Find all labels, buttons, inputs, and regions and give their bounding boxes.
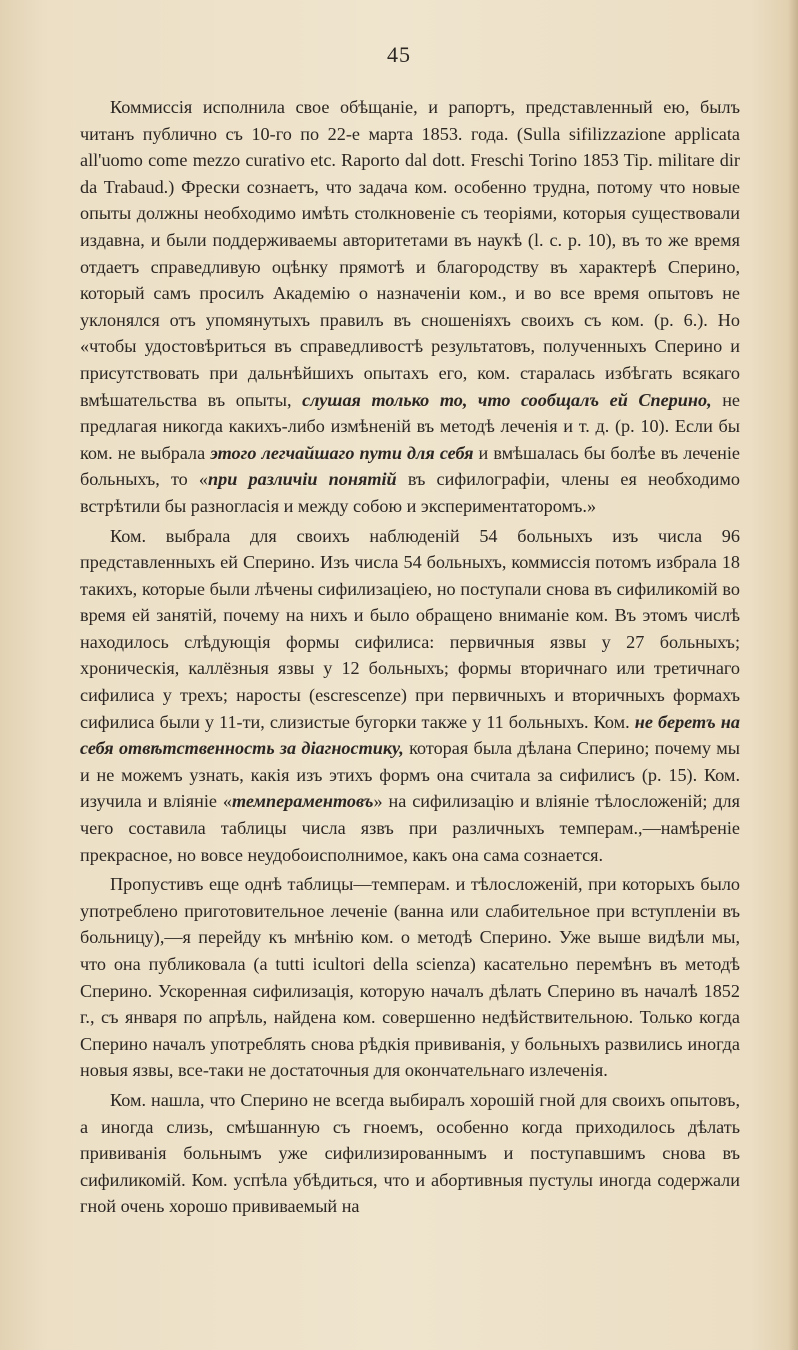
paragraph-text-run: Коммиссія исполнила свое обѣщаніе, и рапортъ, представленный ею, былъ читанъ публично съ 10-го по 22-е марта 1853. года. (Sulla sifilizzazione applicata all'uomo come mezzo curativo etc. Raporto dal dott. Freschi Torino 1853 Tip. militare dir da Trabaud.) Фрески сознаетъ, что задача ком. особенно трудна, потому что новые опыты должны необходимо имѣть столкновеніе съ теоріями, которыя существовали издавна, и были поддерживаемы авторитетами въ наукѣ (l. c. p. 10), въ то же время отдаетъ справедливую оцѣнку прямотѣ и благородству въ характерѣ Сперино, который самъ просилъ Академію о назначеніи ком., и во все время опытовъ не уклонялся отъ упомянутыхъ правилъ въ сношеніяхъ своихъ съ ком. (p. 6.). Но «чтобы удостовѣриться въ справедливостѣ результатовъ, полученныхъ Сперино и присутствовать при дальнѣйшихъ опытахъ его, ком. старалась избѣгать всякаго вмѣшательства въ опыты, — [80, 97, 740, 410]
paragraph-text-run: » на сифилизацію и вліяніе тѣлосложеній; для чего составила таблицы числа язвъ при различныхъ темперам.,—намѣреніе прекрасное, но вовсе неудобоисполнимое, какъ она сама сознается. — [80, 791, 740, 865]
page-number: 45 — [387, 42, 411, 67]
paragraph-text-run: Ком. нашла, что Сперино не всегда выбиралъ хорошій гной для своихъ опытовъ, а иногда слизь, смѣшанную съ гноемъ, особенно когда приходилось дѣлать прививанія больнымъ уже сифилизированнымъ и поступавшимъ снова въ сифиликомій. Ком. успѣла убѣдиться, что и абортивныя пустулы иногда содержали гной очень хорошо прививаемый на — [80, 1089, 740, 1217]
paragraph-text-run: Пропустивъ еще однѣ таблицы—темперам. и тѣлосложеній, при которыхъ было употреблено приготовительное леченіе (ванна или слабительное при вступленіи въ больницу),—я перейду къ мнѣнію ком. о методѣ Сперино. Уже выше видѣли мы, что она публиковала (a tutti icultori della scienza) касательно перемѣнъ въ методѣ Сперино. Ускоренная сифилизація, которую началъ дѣлать Сперино въ началѣ 1852 г., съ января по апрѣль, найдена ком. совершенно недѣйствительною. Только когда Сперино началъ употреблять снова рѣдкія прививанія, у больныхъ развились иногда новыя язвы, все-таки не достаточныя для окончательнаго излеченія. — [80, 874, 740, 1081]
body-text — [80, 94, 740, 1220]
paragraph-4 — [80, 1087, 740, 1220]
paragraph-text-run: въ сифилографіи, члены ея необходимо встрѣтили бы разногласія и между собою и экспериментаторомъ.» — [80, 469, 740, 516]
paragraph-text-run: Ком. выбрала для своихъ наблюденій 54 больныхъ изъ числа 96 представленныхъ ей Сперино. Изъ числа 54 больныхъ, коммиссія потомъ избрала 18 такихъ, которые были лѣчены сифилизаціею, но поступали снова въ сифиликомій во время ей занятій, почему на нихъ и было обращено вниманіе ком. Въ этомъ числѣ находилось слѣдующія формы сифилиса: первичныя язвы у 27 больныхъ; хроническія, каллёзныя язвы у 12 больныхъ; формы вторичнаго или третичнаго сифилиса у трехъ; наросты (escrescenze) при первичныхъ и вторичныхъ формахъ сифилиса были у 11-ти, слизистые бугорки также у 11 больныхъ. Ком. — [80, 525, 740, 732]
page-edge-shadow — [788, 0, 798, 1350]
paragraph-3 — [80, 871, 740, 1084]
emphasized-text: темпераментовъ — [231, 791, 374, 812]
paragraph-1 — [80, 94, 740, 520]
paragraph-text-run: не предлагая никогда какихъ-либо измѣненій въ методѣ леченія и т. д. (p. 10). Если бы ком. не выбрала — [80, 389, 740, 463]
paragraph-text-run: и вмѣшалась бы болѣе въ леченіе больныхъ, то « — [80, 442, 741, 490]
paragraph-2 — [80, 523, 740, 869]
paragraph-text-run: которая была дѣлана Сперино; почему мы и не можемъ узнать, какія изъ этихъ формъ она считала за сифилисъ (p. 15). Ком. изучила и вліяніе « — [80, 738, 740, 812]
emphasized-text: этого легчайшаго пути для себя — [210, 442, 474, 463]
emphasized-text: слушая только то, что сообщалъ ей Сперино, — [302, 389, 712, 410]
emphasized-text: не беретъ на себя отвѣтственность за діагностику, — [80, 711, 740, 759]
emphasized-text: при различіи понятій — [208, 469, 397, 490]
